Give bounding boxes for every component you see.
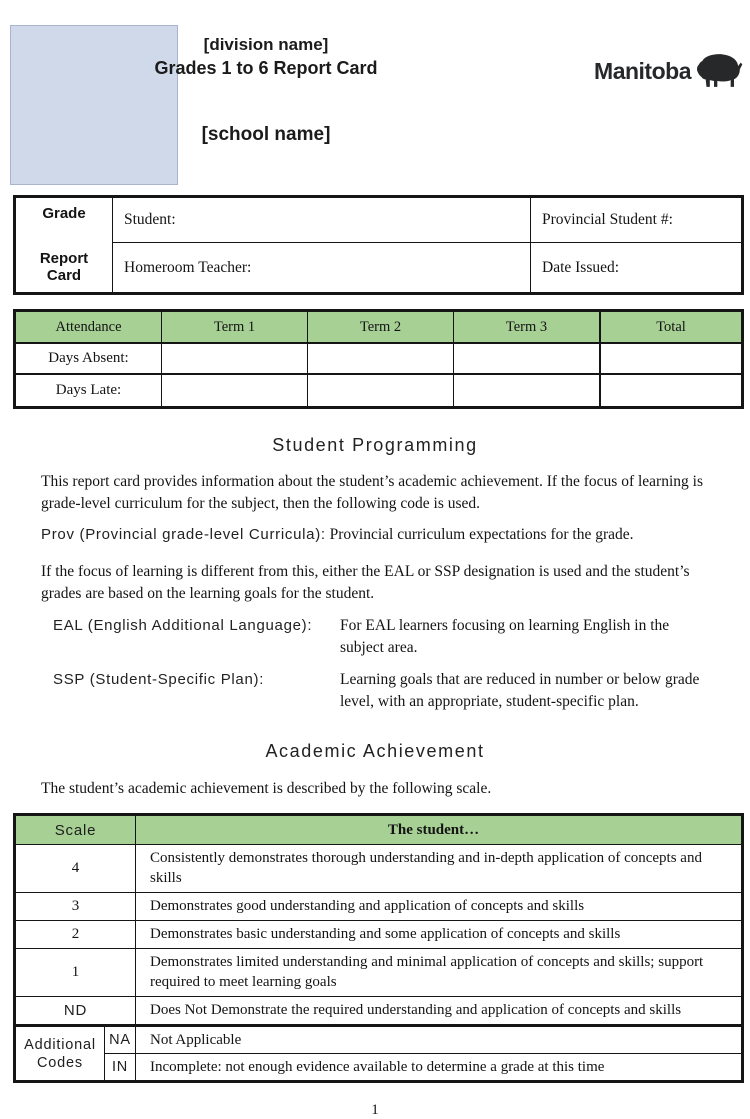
attendance-table bbox=[13, 309, 744, 409]
scale-code: 4 bbox=[16, 845, 136, 892]
programming-middle-text: If the focus of learning is different from this, either the EAL or SSP designation is used and the student’s grades are based on the learning goals for the student. bbox=[41, 563, 690, 602]
scale-row-1 bbox=[16, 949, 741, 997]
term2-header: Term 2 bbox=[308, 312, 454, 344]
scale-row-2 bbox=[16, 921, 741, 949]
school-name: [school name] bbox=[201, 124, 331, 145]
student-programming-heading: Student Programming bbox=[272, 435, 478, 455]
provincial-student-label: Provincial Student #: bbox=[542, 211, 673, 228]
scale-code: ND bbox=[16, 997, 136, 1024]
days-late-total-cell[interactable] bbox=[600, 375, 741, 406]
academic-achievement-heading: Academic Achievement bbox=[265, 741, 485, 761]
term1-header: Term 1 bbox=[162, 312, 308, 344]
report-title: Grades 1 to 6 Report Card bbox=[154, 58, 378, 78]
days-late-term1-cell[interactable] bbox=[162, 375, 308, 406]
scale-row-nd bbox=[16, 997, 741, 1027]
term3-header: Term 3 bbox=[454, 312, 600, 344]
scale-row-4 bbox=[16, 845, 741, 893]
scale-code: 2 bbox=[16, 921, 136, 948]
grade-label: Grade bbox=[42, 205, 86, 222]
days-late-term3-cell[interactable] bbox=[454, 375, 600, 406]
scale-column-header: Scale bbox=[16, 816, 136, 844]
na-desc: Not Applicable bbox=[136, 1027, 741, 1054]
scale-header-row bbox=[16, 816, 741, 845]
eal-code-desc: For EAL learners focusing on learning English in the subject area. bbox=[340, 617, 670, 656]
page-header bbox=[0, 0, 750, 195]
homeroom-teacher-field[interactable] bbox=[113, 243, 531, 292]
page-number: 1 bbox=[371, 1102, 379, 1118]
days-absent-total-cell[interactable] bbox=[600, 344, 741, 375]
achievement-intro-text: The student’s academic achievement is described by the following scale. bbox=[41, 780, 492, 797]
days-absent-term2-cell[interactable] bbox=[308, 344, 454, 375]
scale-code: 3 bbox=[16, 893, 136, 920]
days-absent-term1-cell[interactable] bbox=[162, 344, 308, 375]
days-late-term2-cell[interactable] bbox=[308, 375, 454, 406]
ssp-code-label: SSP (Student-Specific Plan): bbox=[53, 671, 265, 688]
scale-desc: Demonstrates good understanding and application of concepts and skills bbox=[150, 898, 585, 914]
achievement-scale-table bbox=[13, 813, 744, 1083]
scale-desc: Does Not Demonstrate the required understanding and application of concepts and skills bbox=[150, 1002, 682, 1018]
date-issued-label: Date Issued: bbox=[542, 258, 620, 276]
additional-codes-section bbox=[16, 1027, 741, 1080]
date-issued-field[interactable] bbox=[531, 243, 741, 292]
code-definitions bbox=[53, 615, 704, 713]
days-absent-label: Days Absent: bbox=[16, 344, 162, 375]
student-info-table bbox=[13, 195, 744, 295]
grade-report-card-label bbox=[16, 198, 113, 292]
in-code: IN bbox=[105, 1054, 136, 1080]
in-desc: Incomplete: not enough evidence available to determine a grade at this time bbox=[150, 1059, 605, 1075]
report-card-label: Report Card bbox=[39, 250, 89, 284]
programming-intro-text: This report card provides information about the student’s academic achievement. If the focus of learning is grade-level curriculum for the subject, then the following code is used. bbox=[41, 473, 703, 512]
scale-code: 1 bbox=[16, 949, 136, 996]
prov-code-line bbox=[41, 524, 704, 546]
days-absent-term3-cell[interactable] bbox=[454, 344, 600, 375]
ssp-code-desc: Learning goals that are reduced in number or below grade level, with an appropriate, student-specific plan. bbox=[340, 671, 700, 710]
student-column-header: The student… bbox=[136, 816, 741, 844]
na-code: NA bbox=[105, 1027, 136, 1054]
scale-row-3 bbox=[16, 893, 741, 921]
provincial-student-number-field[interactable] bbox=[531, 198, 741, 243]
homeroom-teacher-label: Homeroom Teacher: bbox=[124, 258, 252, 276]
attendance-header: Attendance bbox=[16, 312, 162, 344]
division-name: [division name] bbox=[203, 35, 329, 54]
additional-codes-label: Additional Codes bbox=[16, 1027, 105, 1080]
scale-desc: Demonstrates basic understanding and some application of concepts and skills bbox=[150, 926, 621, 942]
days-late-label: Days Late: bbox=[16, 375, 162, 406]
eal-code-label: EAL (English Additional Language): bbox=[53, 617, 313, 634]
scale-desc: Consistently demonstrates thorough understanding and in-depth application of concepts and skills bbox=[150, 850, 702, 886]
scale-desc: Demonstrates limited understanding and minimal application of concepts and skills; support required to meet learning goals bbox=[150, 954, 704, 990]
manitoba-wordmark: Manitoba bbox=[594, 57, 691, 84]
total-header: Total bbox=[600, 312, 741, 344]
prov-code-desc: Provincial curriculum expectations for the grade. bbox=[325, 526, 634, 543]
manitoba-logo bbox=[594, 52, 744, 90]
title-block bbox=[105, 34, 427, 146]
student-field-label: Student: bbox=[124, 211, 176, 228]
student-name-field[interactable] bbox=[113, 198, 531, 243]
bison-icon bbox=[694, 52, 744, 90]
prov-code-label: Prov (Provincial grade-level Curricula): bbox=[41, 526, 326, 543]
